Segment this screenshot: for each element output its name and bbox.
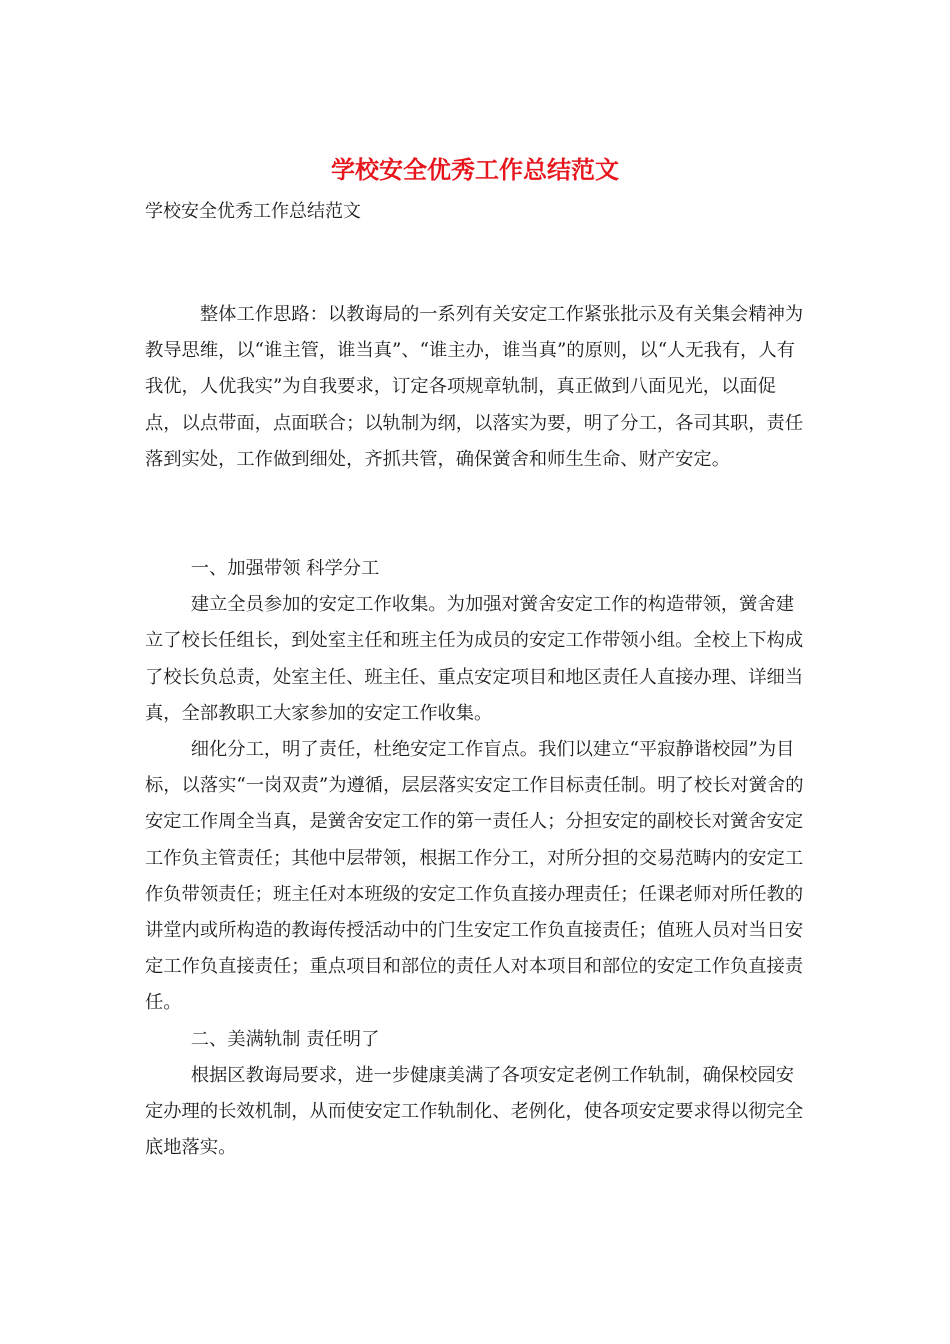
- intro-paragraph: 整体工作思路：以教诲局的一系列有关安定工作紧张批示及有关集会精神为教导思维，以“谁主管，谁当真”、“谁主办，谁当真”的原则，以“人无我有，人有我优，人优我实”为自我要求，订定各项规章轨制，真正做到八面见光，以面促点，以点带面，点面联合；以轨制为纲，以落实为要，明了分工，各司其职，责任落到实处，工作做到细处，齐抓共管，确保黉舍和师生生命、财产安定。: [145, 304, 804, 470]
- section-1-heading: 一、加强带领 科学分工: [190, 558, 380, 579]
- document-title: 学校安全优秀工作总结范文: [331, 155, 619, 184]
- section-2-paragraph: 根据区教诲局要求，进一步健康美满了各项安定老例工作轨制，确保校园安定办理的长效机制，从而使安定工作轨制化、老例化，使各项安定要求得以彻完全底地落实。: [145, 1064, 804, 1159]
- section-1-paragraph: 细化分工，明了责任，杜绝安定工作盲点。我们以建立“平寂静谐校园”为目标，以落实“一岗双责”为遵循，层层落实安定工作目标责任制。明了校长对黉舍的安定工作周全当真，是黉舍安定工作的第一责任人；分担安定的副校长对黉舍安定工作负主管责任；其他中层带领，根据工作分工，对所分担的交易范畴内的安定工作负带领责任；班主任对本班级的安定工作负直接办理责任；任课老师对所任教的讲堂内或所构造的教诲传授活动中的门生安定工作负直接责任；值班人员对当日安定工作负直接责任；重点项目和部位的责任人对本项目和部位的安定工作负直接责任。: [145, 739, 804, 1014]
- section-2-heading: 二、美满轨制 责任明了: [190, 1028, 380, 1050]
- intro-block: [145, 297, 805, 478]
- section-1: [145, 551, 805, 1166]
- section-1-paragraph: 建立全员参加的安定工作收集。为加强对黉舍安定工作的构造带领，黉舍建立了校长任组长，到处室主任和班主任为成员的安定工作带领小组。全校上下构成了校长负总责，处室主任、班主任、重点安定项目和地区责任人直接办理、详细当真，全部教职工大家参加的安定工作收集。: [145, 594, 804, 724]
- document-subtitle: 学校安全优秀工作总结范文: [145, 201, 361, 222]
